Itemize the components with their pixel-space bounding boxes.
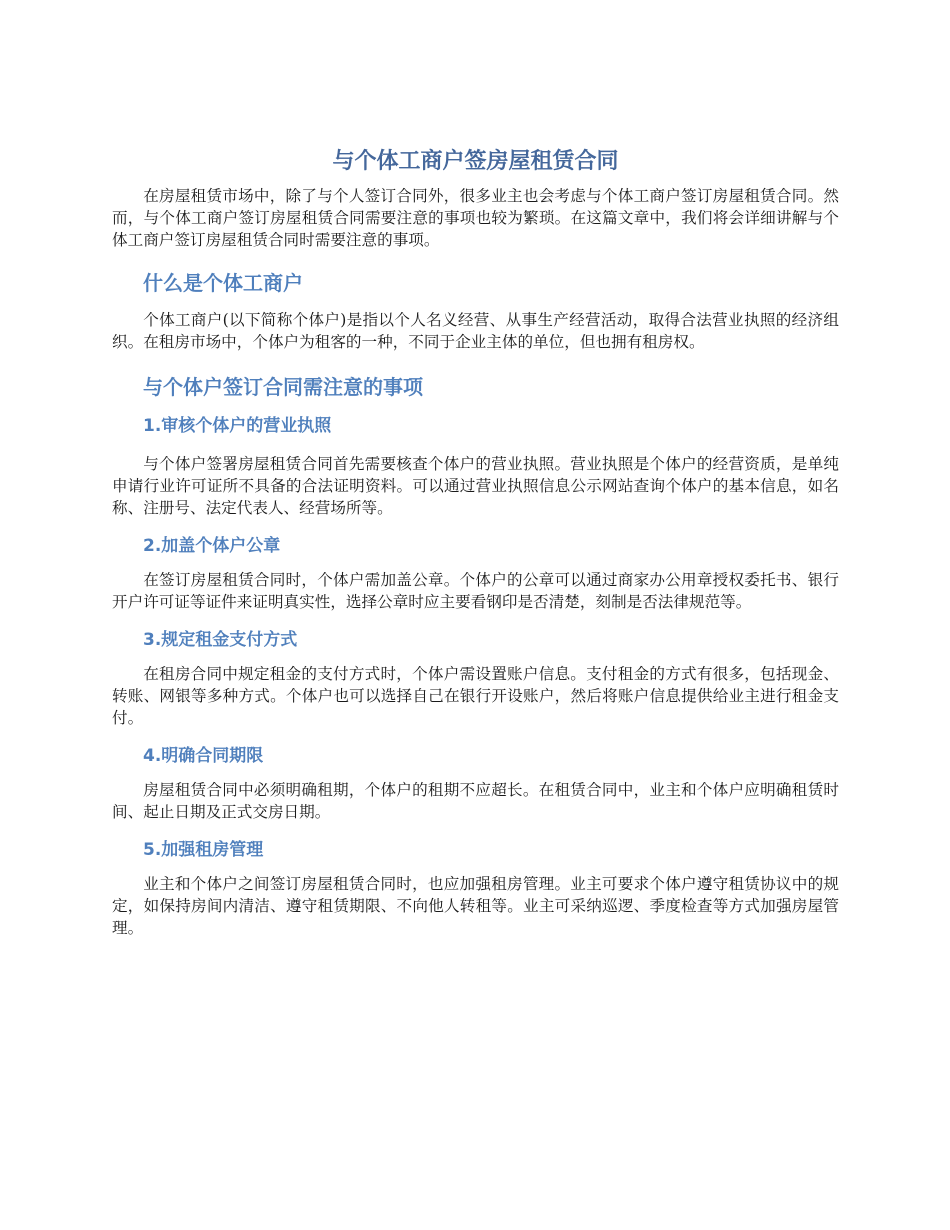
intro-paragraph: 在房屋租赁市场中，除了与个人签订合同外，很多业主也会考虑与个体工商户签订房屋租赁合同。然而，与个体工商户签订房屋租赁合同需要注意的事项也较为繁琐。在这篇文章中，我们将会详细讲解与个体工商户签订房屋租赁合同时需要注意的事项。 xyxy=(112,187,839,249)
subsection-paragraph-payment: 在租房合同中规定租金的支付方式时，个体户需设置账户信息。支付租金的方式有很多，包括现金、转账、网银等多种方式。个体户也可以选择自己在银行开设账户，然后将账户信息提供给业主进行租金支付。 xyxy=(112,665,839,727)
section-heading-what-is: 什么是个体工商户 xyxy=(143,271,303,295)
subsection-heading-management: 5.加强租房管理 xyxy=(143,840,264,860)
subsection-paragraph-license: 与个体户签署房屋租赁合同首先需要核查个体户的营业执照。营业执照是个体户的经营资质，是单纯申请行业许可证所不具备的合法证明资料。可以通过营业执照信息公示网站查询个体户的基本信息，如名称、注册号、法定代表人、经营场所等。 xyxy=(112,455,839,517)
subsection-heading-payment: 3.规定租金支付方式 xyxy=(143,630,298,650)
document-page xyxy=(112,145,839,939)
section-paragraph-what-is: 个体工商户(以下简称个体户)是指以个人名义经营、从事生产经营活动，取得合法营业执照的经济组织。在租房市场中，个体户为租客的一种，不同于企业主体的单位，但也拥有租房权。 xyxy=(112,311,839,351)
subsection-heading-seal: 2.加盖个体户公章 xyxy=(143,536,281,556)
subsection-heading-term: 4.明确合同期限 xyxy=(143,746,264,766)
subsection-paragraph-term: 房屋租赁合同中必须明确租期，个体户的租期不应超长。在租赁合同中，业主和个体户应明确租赁时间、起止日期及正式交房日期。 xyxy=(112,781,839,821)
section-heading-notes: 与个体户签订合同需注意的事项 xyxy=(143,375,423,399)
subsection-heading-license: 1.审核个体户的营业执照 xyxy=(143,416,332,436)
subsection-paragraph-management: 业主和个体户之间签订房屋租赁合同时，也应加强租房管理。业主可要求个体户遵守租赁协议中的规定，如保持房间内清洁、遵守租赁期限、不向他人转租等。业主可采纳巡逻、季度检查等方式加强房屋管理。 xyxy=(112,875,839,937)
subsection-paragraph-seal: 在签订房屋租赁合同时，个体户需加盖公章。个体户的公章可以通过商家办公用章授权委托书、银行开户许可证等证件来证明真实性，选择公章时应主要看钢印是否清楚，刻制是否法律规范等。 xyxy=(112,571,839,611)
document-title: 与个体工商户签房屋租赁合同 xyxy=(332,149,619,174)
